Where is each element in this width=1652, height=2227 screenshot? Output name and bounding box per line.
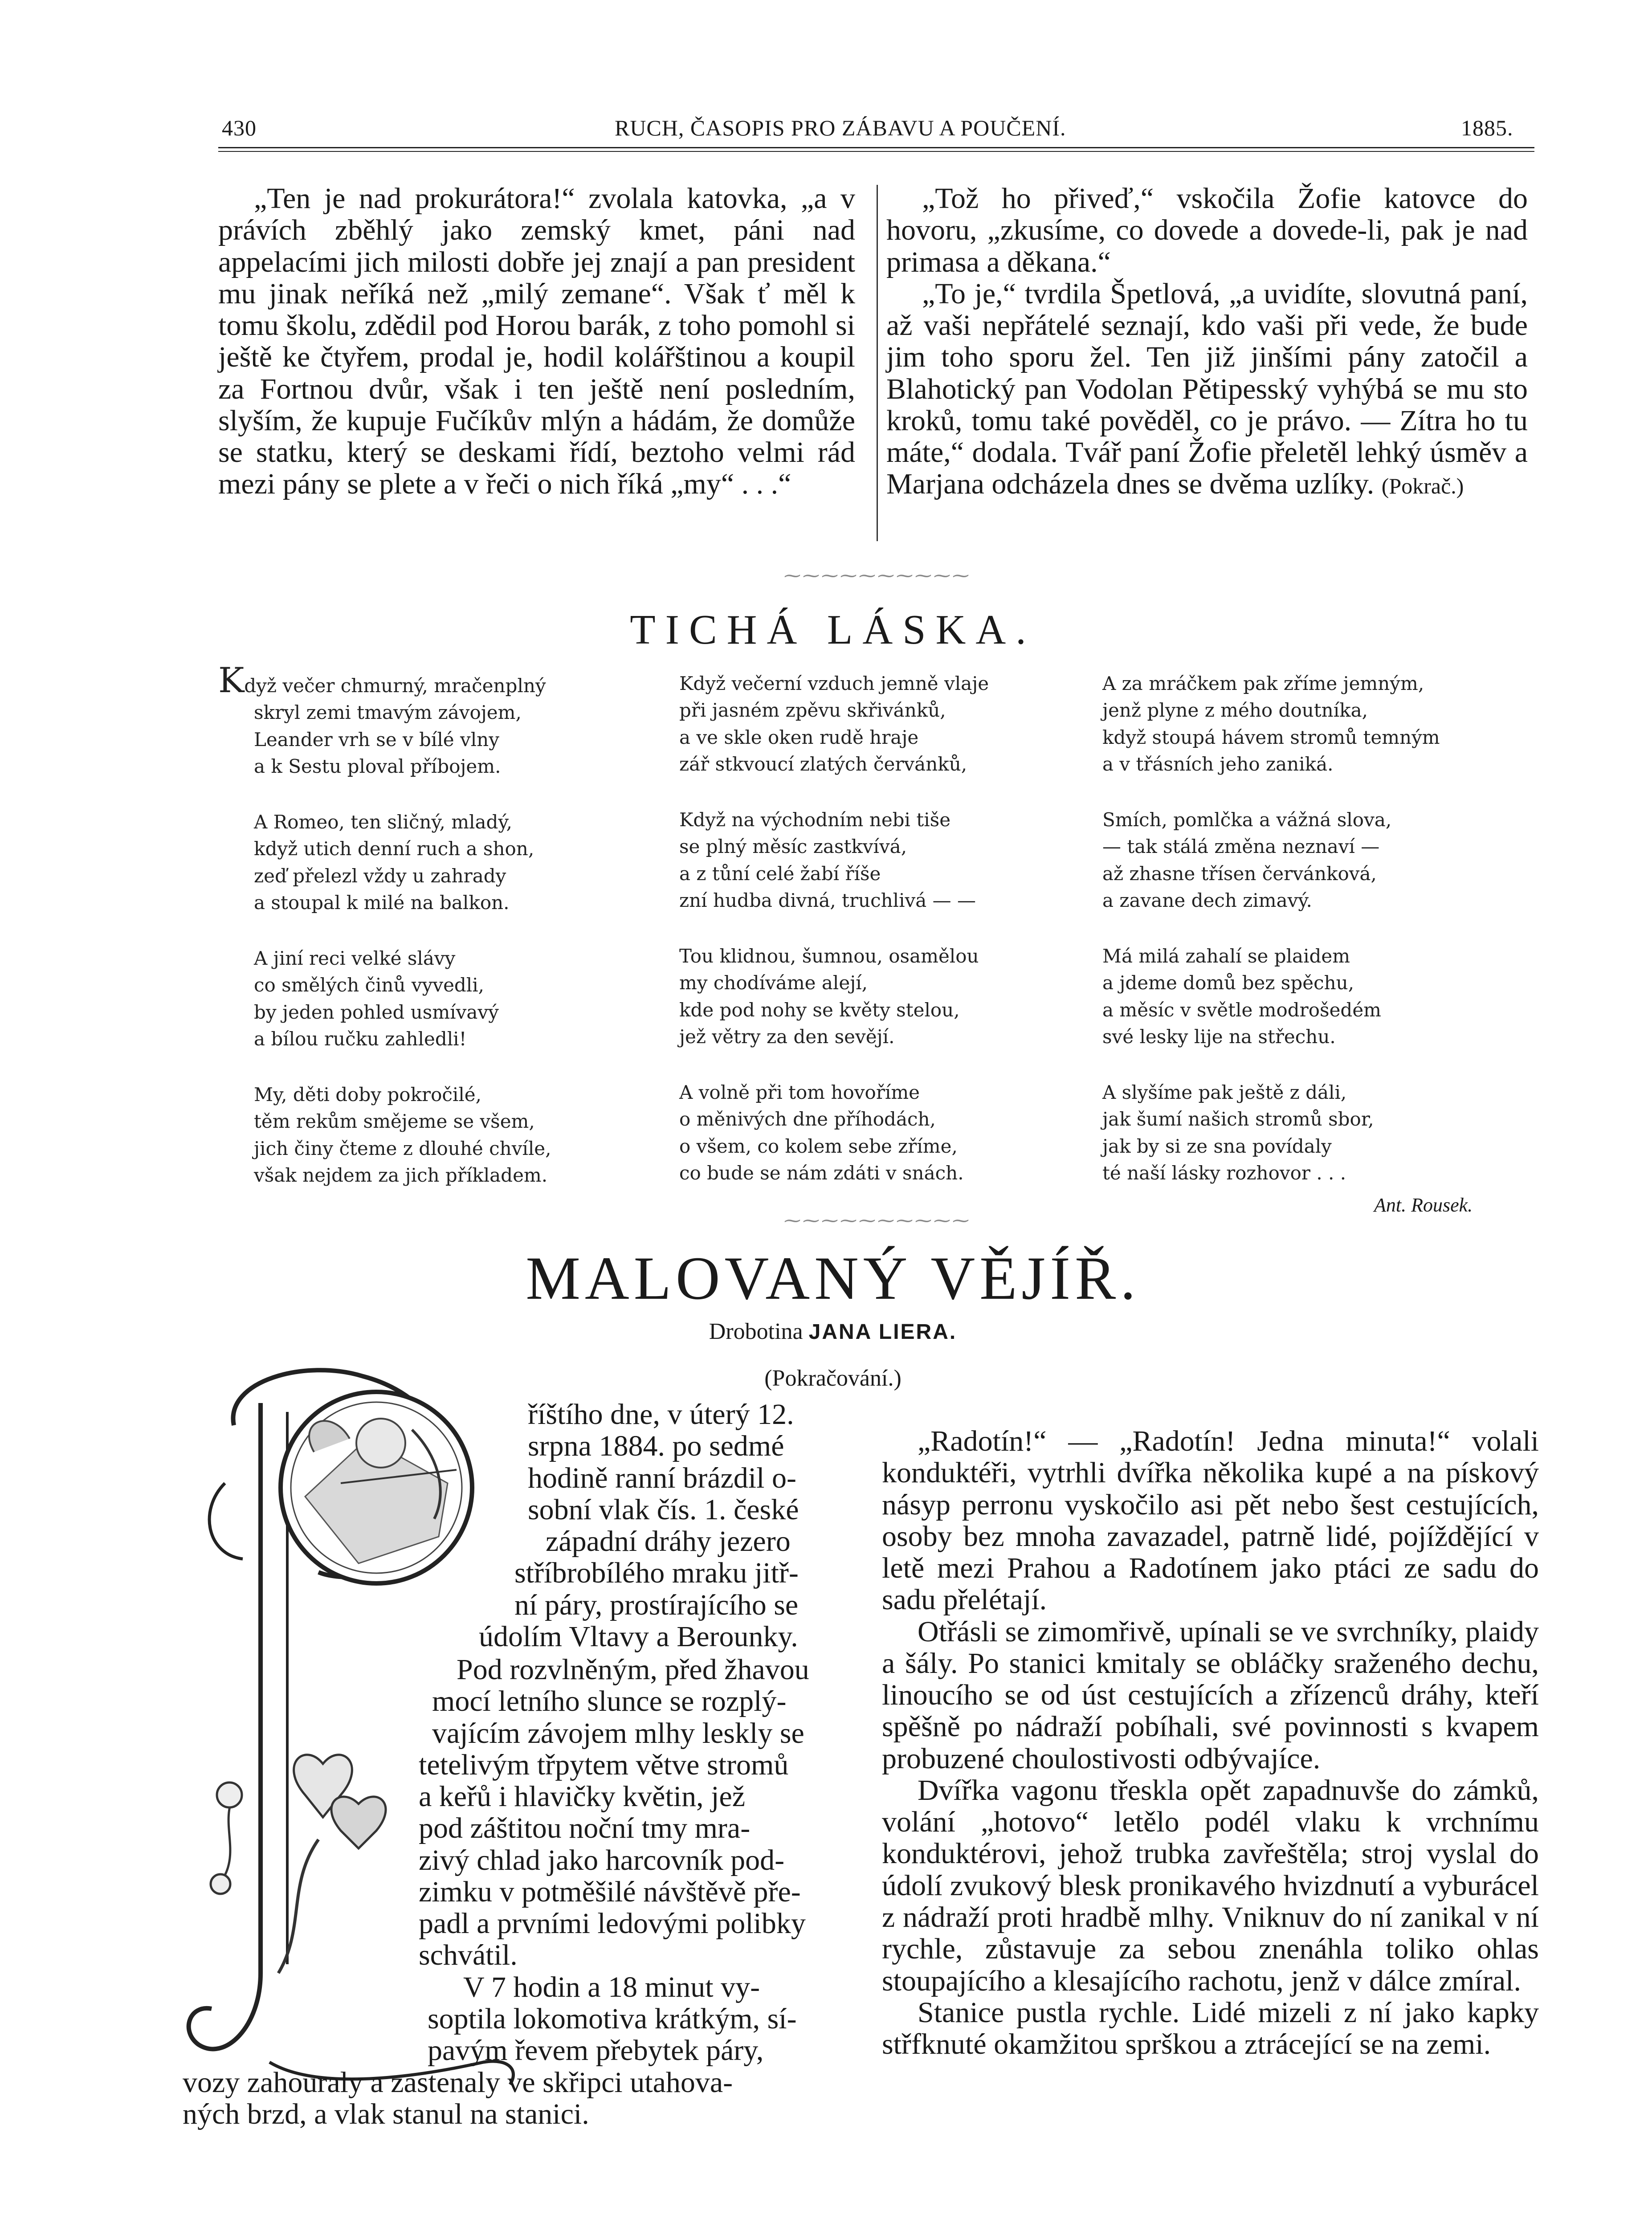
continued-left-column [218,183,855,500]
text-line: mocí letního slunce se rozplý- [432,1685,787,1718]
stanza [218,661,632,780]
verse-line [218,661,632,701]
text-line: pod záštitou noční tmy mra- [419,1812,751,1845]
paragraph [886,278,1528,500]
verse-line: však nejdem za jich příkladem. [254,1164,548,1187]
verse-line: A Romeo, ten sličný, mladý, [254,811,512,833]
column-divider [877,185,878,541]
verse-line: a bílou ručku zahledli! [254,1028,467,1050]
verse-line: a z tůní celé žabí říše [679,862,881,885]
story-left-wide [183,2067,855,2130]
journal-title: RUCH, ČASOPIS PRO ZÁBAVU A POUČENÍ. [615,115,1066,140]
verse-line: A volně při tom hovoříme [679,1081,920,1103]
verse-line: jich činy čteme z dlouhé chvíle, [254,1137,551,1159]
year: 1885. [1461,115,1513,140]
paragraph: „Ten je nad prokurátora!“ zvolala katovka, „a v právích zběhlý jako zemský kmet, páni nad appelacími jich milosti dobře jej znají a pan president mu jinak neříká než „milý zemane“. Však ť měl k tomu školu, zdědil pod Horou barák, z toho pomohl si ještě ke čtyřem, prodal je, hodil kolářštinou a koupil za Fortnou dvůr, však i ten ještě není posledním, slyším, že kupuje Fučíkův mlýn a hádám, že domůže se statku, který se deskami řídí, beztoho velmi rád mezi pány se plete a v řeči o nich říká „my“ . . .“ [218,182,855,501]
continued-mark: (Pokrač.) [1381,473,1464,499]
text-line: stříbrobílého mraku jitř- [514,1557,799,1590]
text-line: zivý chlad jako harcovník pod- [419,1844,785,1876]
stanza [679,943,1080,1051]
verse-line: A za mráčkem pak zříme jemným, [1102,673,1424,694]
verse-line: o měnivých dne příhodách, [679,1108,936,1130]
story-status: (Pokračování.) [764,1366,901,1391]
stanza [679,807,1080,914]
text-line: údolím Vltavy a Berounky. [479,1620,798,1653]
verse-line: zář stkvoucí zlatých červánků, [679,753,967,775]
text-line: V 7 hodin a 18 minut vy- [463,1970,760,2003]
verse-line: a jdeme domů bez spěchu, [1102,972,1354,994]
subtitle-author: JANA LIERA. [808,1320,957,1344]
text-line: padl a prvními ledovými polibky [419,1907,806,1940]
verse-line: co bude se nám zdáti v snách. [679,1162,964,1184]
verse-line: by jeden pohled usmívavý [254,1001,499,1023]
text-line: zimku v potměšilé návštěvě pře- [419,1875,801,1908]
text-line: vozy zahouraly a zastenaly ve skřipci utahova- [183,2066,733,2099]
verse-line: my chodíváme alejí, [679,972,868,994]
story-subtitle [534,1318,1131,1345]
paragraph: Stanice pustla rychle. Lidé mizeli z ní jako kapky střfknuté okamžitou sprškou a ztrácející se na zemi. [882,1996,1539,2061]
text-line: Pod rozvlněným, před žhavou [457,1653,809,1686]
verse-line: až zhasne třísen červánková, [1102,862,1377,885]
verse-line: jenž plyne z mého doutníka, [1102,699,1368,722]
verse-line: Když večerní vzduch jemně vlaje [679,673,989,694]
verse-line: — tak stálá změna neznaví — [1102,836,1380,858]
verse-line: A jiní reci velké slávy [254,947,456,969]
poem-author: Ant. Rousek. [1374,1194,1473,1216]
verse-line: jak šumí našich stromů sbor, [1102,1108,1374,1130]
stanza [1102,943,1530,1051]
paragraph: Otřásli se zimomřivě, upínali se ve svrchníky, plaidy a šály. Po stanici kmitaly se obláčky sraženého dechu, linoucího se od úst cestujících a zřízenců dráhy, kteří spěšně po nádraží pobíhali, své povinnosti s kvapem probuzené choulostivosti odbývajíce. [882,1615,1539,1775]
verse-line: co smělých činů vyvedli, [254,974,485,996]
verse-line: Tou klidnou, šumnou, osamělou [679,945,979,967]
text-line: hodině ranní brázdil o- [528,1461,796,1494]
poem-title: TICHÁ LÁSKA. [630,607,1036,653]
text-line: a keřů i hlavičky květin, jež [419,1780,746,1813]
story-title: MALOVANÝ VĚJÍŘ. [526,1244,1140,1312]
story-left-narrow [419,1654,855,2066]
drop-cap-text [479,1398,855,1653]
stanza [1102,670,1530,778]
verse-line: o všem, co kolem sebe zříme, [679,1135,958,1157]
text-line: schvátil. [419,1939,518,1972]
drop-initial: K [218,661,245,701]
verse-line: při jasném zpěvu skřivánků, [679,699,946,722]
verse-line: Má milá zahalí se plaidem [1102,945,1350,967]
poem-column-3 [1102,670,1530,1215]
story-right-column [882,1425,1539,2060]
ornament-divider: ⁓⁓⁓⁓⁓⁓⁓⁓⁓⁓ [784,566,971,585]
subtitle-prefix: Drobotina [709,1319,803,1344]
verse-line: skryl zemi tmavým závojem, [254,702,522,724]
continued-right-column [886,183,1528,500]
stanza [218,1081,632,1189]
text-line: ní páry, prostírajícího se [514,1588,799,1621]
verse-line: když stoupá hávem stromů temným [1102,726,1440,748]
stanza [679,1079,1080,1187]
verse-line: se plný měsíc zastkvívá, [679,836,907,858]
header-rule [218,147,1534,152]
cupid-medallion [281,1392,472,1583]
verse-line: zní hudba divná, truchlivá — — [679,889,976,912]
verse-line: když utich denní ruch a shon, [254,838,534,860]
verse-line: a v třásních jeho zaniká. [1102,753,1334,775]
text-line: pavým řevem přebytek páry, [428,2034,764,2067]
verse-line: své lesky lije na střechu. [1102,1026,1336,1048]
stanza [1102,1079,1530,1187]
verse-line: a ve skle oken rudě hraje [679,726,919,748]
verse-line: kde pod nohy se květy stelou, [679,999,960,1021]
verse-line: zeď přelezl vždy u zahrady [254,865,506,887]
verse-line: těm rekům smějeme se všem, [254,1110,535,1133]
verse-text: dyž večer chmurný, mračenplný [244,675,546,697]
verse-line: jež větry za den sevějí. [679,1026,895,1048]
hearts-and-flowers [211,1755,386,1973]
verse-line: jak by si ze sna povídaly [1102,1135,1332,1157]
paragraph-text: „To je,“ tvrdila Špetlová, „a uvidíte, slovutná paní, až vaši nepřátelé seznají, kdo vaši při vede, že bude jim toho sporu žel. Ten již jinšími pány zatočil a Blahotický pan Vodolan Pětipesský vyhýbá se mu sto kroků, tomu také pověděl, co je právo. — Zítra ho tu máte,“ dodala. Tvář paní Žofie přeletěl lehký úsměv a Marjana odcházela dnes se dvěma uzlíky. [886,277,1528,501]
text-line: říštího dne, v úterý 12. [528,1398,794,1431]
text-line: vajícím závojem mlhy leskly se [432,1717,804,1750]
ornament-divider: ⁓⁓⁓⁓⁓⁓⁓⁓⁓⁓ [784,1211,971,1230]
verse-line: a měsíc v světle modrošedém [1102,999,1382,1021]
paragraph: „Radotín!“ — „Radotín! Jedna minuta!“ volali konduktéři, vytrhli dvířka několika kupé a na pískový násyp perronu vyskočilo asi pět nebo šest cestujících, osoby bez mnoha zavazadel, patrně lidé, pojíždějící v letě mezi Prahou a Radotínem jako ptáci ze sadu do sadu přelétají. [882,1425,1539,1616]
verse-line: a stoupal k milé na balkon. [254,892,510,914]
text-line: tetelivým třpytem větve stromů [419,1748,789,1781]
stanza [218,809,632,917]
stanza [1102,807,1530,914]
paragraph: „Tož ho přiveď,“ vskočila Žofie katovce do hovoru, „zkusíme, co dovede a dovede-li, pak je nad primasa a děkana.“ [886,182,1528,278]
page-number: 430 [222,115,257,140]
text-line: sobní vlak čís. 1. české [528,1493,799,1526]
stanza [679,670,1080,778]
verse-line: My, děti doby pokročilé, [254,1083,481,1105]
verse-line: Leander vrh se v bílé vlny [254,728,499,750]
poem-column-1 [218,661,632,1218]
verse-line: té naší lásky rozhovor . . . [1102,1162,1346,1184]
paragraph: Dvířka vagonu třeskla opět zapadnuvše do zámků, volání „hotovo“ letělo podél vlaku k vrchnímu konduktérovi, jehož trubka zavřeštěla; stroj vyslal do údolí zvukový blesk pronikavého hvizdnutí a vyburácel z nádraží proti hradbě mlhy. Vniknuv do ní zanikal v ní rychle, zůstavuje za sebou znenáhla toliko ohlas stoupajícího a klesajícího rachotu, jenž v dálce zmíral. [882,1774,1539,1997]
verse-line: A slyšíme pak ještě z dáli, [1102,1081,1347,1103]
stanza [218,945,632,1053]
verse-line: Když na východním nebi tiše [679,808,951,831]
text-line: soptila lokomotiva krátkým, sí- [428,2002,797,2035]
verse-line: a zavane dech zimavý. [1102,889,1312,912]
poem-column-2 [679,670,1080,1215]
verse-line: a k Sestu ploval příbojem. [254,755,501,778]
text-line: západní dráhy jezero [546,1525,791,1558]
text-line: srpna 1884. po sedmé [528,1430,784,1463]
verse-line: Smích, pomlčka a vážná slova, [1102,808,1392,831]
text-line: ných brzd, a vlak stanul na stanici. [183,2098,589,2131]
